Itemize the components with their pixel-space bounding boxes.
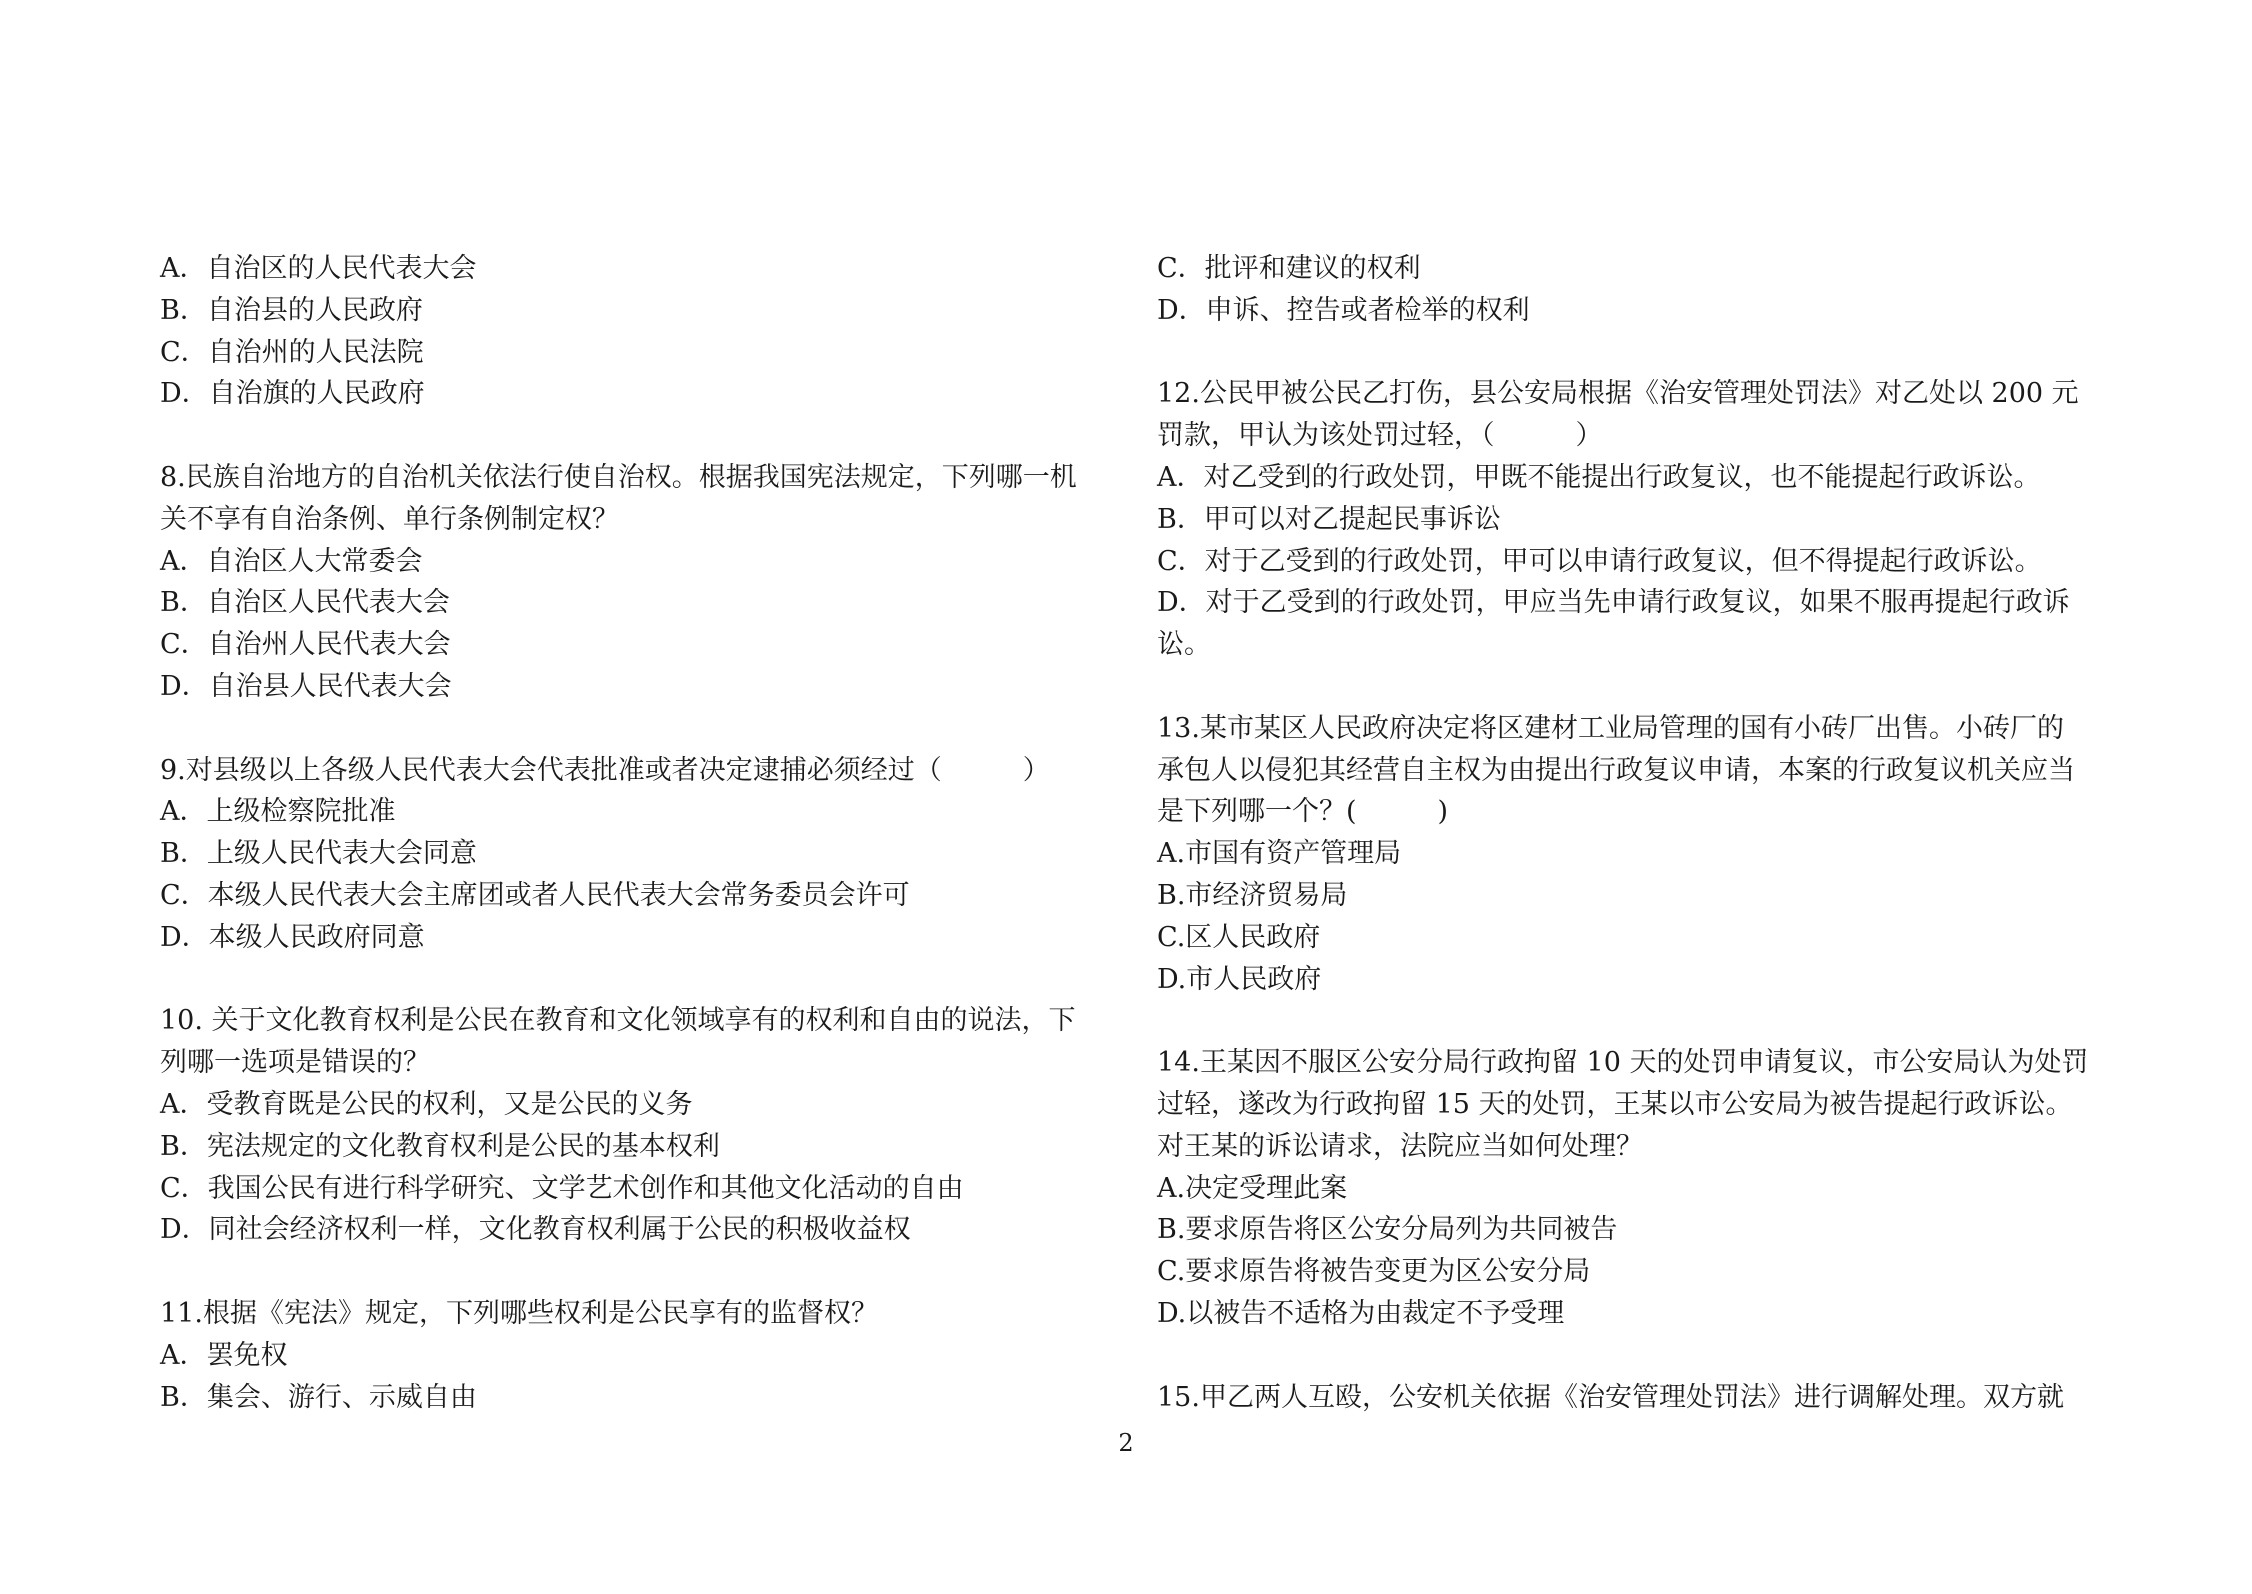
q14-stem-line-2: 过轻，遂改为行政拘留 15 天的处罚，王某以市公安局为被告提起行政诉讼。 <box>1157 1088 2073 1120</box>
q13-option-c: C.区人民政府 <box>1157 921 1321 953</box>
q11-stem-line-1: 11.根据《宪法》规定，下列哪些权利是公民享有的监督权？ <box>160 1297 878 1329</box>
q14-option-a: A.决定受理此案 <box>1157 1172 1348 1204</box>
q8-stem-line-1: 8.民族自治地方的自治机关依法行使自治权。根据我国宪法规定，下列哪一机 <box>160 461 1077 493</box>
q14-option-d: D.以被告不适格为由裁定不予受理 <box>1157 1297 1565 1329</box>
q10-stem-line-1: 10. 关于文化教育权利是公民在教育和文化领域享有的权利和自由的说法，下 <box>160 1005 1076 1037</box>
q10-option-d: D．同社会经济权利一样，文化教育权利属于公民的积极收益权 <box>160 1214 911 1246</box>
q13-option-b: B.市经济贸易局 <box>1157 879 1348 911</box>
q11-option-a: A．罢免权 <box>160 1339 288 1371</box>
spacer <box>160 708 1110 750</box>
q12-stem-line-2: 罚款，甲认为该处罚过轻，（ ） <box>1157 420 1603 452</box>
page-number: 2 <box>1118 1429 1134 1457</box>
q14-stem-line-1: 14.王某因不服区公安分局行政拘留 10 天的处罚申请复议，市公安局认为处罚 <box>1157 1047 2089 1079</box>
q10-option-c: C．我国公民有进行科学研究、文学艺术创作和其他文化活动的自由 <box>160 1172 964 1204</box>
q10-option-a: A．受教育既是公民的权利，又是公民的义务 <box>160 1088 693 1120</box>
q13-stem-line-1: 13.某市某区人民政府决定将区建材工业局管理的国有小砖厂出售。小砖厂的 <box>1157 712 2064 744</box>
q8-option-d: D．自治县人民代表大会 <box>160 670 452 702</box>
q11-option-b: B．集会、游行、示威自由 <box>160 1381 477 1413</box>
q11-option-d: D．申诉、控告或者检举的权利 <box>1157 294 1530 326</box>
spacer <box>160 959 1110 1001</box>
q12-option-d-continued: 讼。 <box>1157 629 1211 661</box>
q7-option-a: A．自治区的人民代表大会 <box>160 253 477 284</box>
q12-option-a: A．对乙受到的行政处罚，甲既不能提出行政复议，也不能提起行政诉讼。 <box>1157 461 2041 493</box>
q8-stem-line-2: 关不享有自治条例、单行条例制定权？ <box>160 503 619 535</box>
spacer <box>1157 1335 2107 1377</box>
spacer <box>1157 666 2107 708</box>
q10-stem-line-2: 列哪一选项是错误的？ <box>160 1047 430 1079</box>
q14-option-b: B.要求原告将区公安分局列为共同被告 <box>1157 1214 1618 1246</box>
q14-option-c: C.要求原告将被告变更为区公安分局 <box>1157 1256 1591 1288</box>
q8-option-c: C．自治州人民代表大会 <box>160 629 451 661</box>
q9-option-a: A．上级检察院批准 <box>160 796 396 828</box>
q8-option-b: B．自治区人民代表大会 <box>160 587 450 619</box>
left-column <box>160 248 1110 1418</box>
q13-option-d: D.市人民政府 <box>1157 963 1322 995</box>
q13-option-a: A.市国有资产管理局 <box>1157 838 1402 870</box>
q9-option-d: D．本级人民政府同意 <box>160 921 425 953</box>
q7-option-c: C．自治州的人民法院 <box>160 336 424 368</box>
q12-option-d: D．对于乙受到的行政处罚，甲应当先申请行政复议，如果不服再提起行政诉 <box>1157 587 2070 619</box>
q9-option-b: B．上级人民代表大会同意 <box>160 838 477 870</box>
q9-option-c: C．本级人民代表大会主席团或者人民代表大会常务委员会许可 <box>160 879 910 911</box>
q13-stem-line-3: 是下列哪一个？( ) <box>1157 796 1449 828</box>
q13-stem-line-2: 承包人以侵犯其经营自主权为由提出行政复议申请，本案的行政复议机关应当 <box>1157 754 2075 786</box>
q10-option-b: B．宪法规定的文化教育权利是公民的基本权利 <box>160 1130 720 1162</box>
spacer <box>160 1251 1110 1293</box>
q7-option-b: B．自治县的人民政府 <box>160 294 423 326</box>
q8-option-a: A．自治区人大常委会 <box>160 545 423 577</box>
spacer <box>160 415 1110 457</box>
q12-stem-line-1: 12.公民甲被公民乙打伤，县公安局根据《治安管理处罚法》对乙处以 200 元 <box>1157 378 2079 410</box>
q7-option-d: D．自治旗的人民政府 <box>160 378 425 410</box>
q9-stem-line-1: 9.对县级以上各级人民代表大会代表批准或者决定逮捕必须经过（ ） <box>160 754 1050 786</box>
q12-option-c: C．对于乙受到的行政处罚，甲可以申请行政复议，但不得提起行政诉讼。 <box>1157 545 2042 577</box>
q14-stem-line-3: 对王某的诉讼请求，法院应当如何处理？ <box>1157 1130 1643 1162</box>
q12-option-b: B．甲可以对乙提起民事诉讼 <box>1157 503 1501 535</box>
spacer <box>1157 1000 2107 1042</box>
right-column <box>1157 248 2107 1418</box>
q15-stem-line-1: 15.甲乙两人互殴，公安机关依据《治安管理处罚法》进行调解处理。双方就 <box>1157 1381 2064 1413</box>
spacer <box>1157 332 2107 374</box>
q11-option-c: C．批评和建议的权利 <box>1157 253 1421 284</box>
